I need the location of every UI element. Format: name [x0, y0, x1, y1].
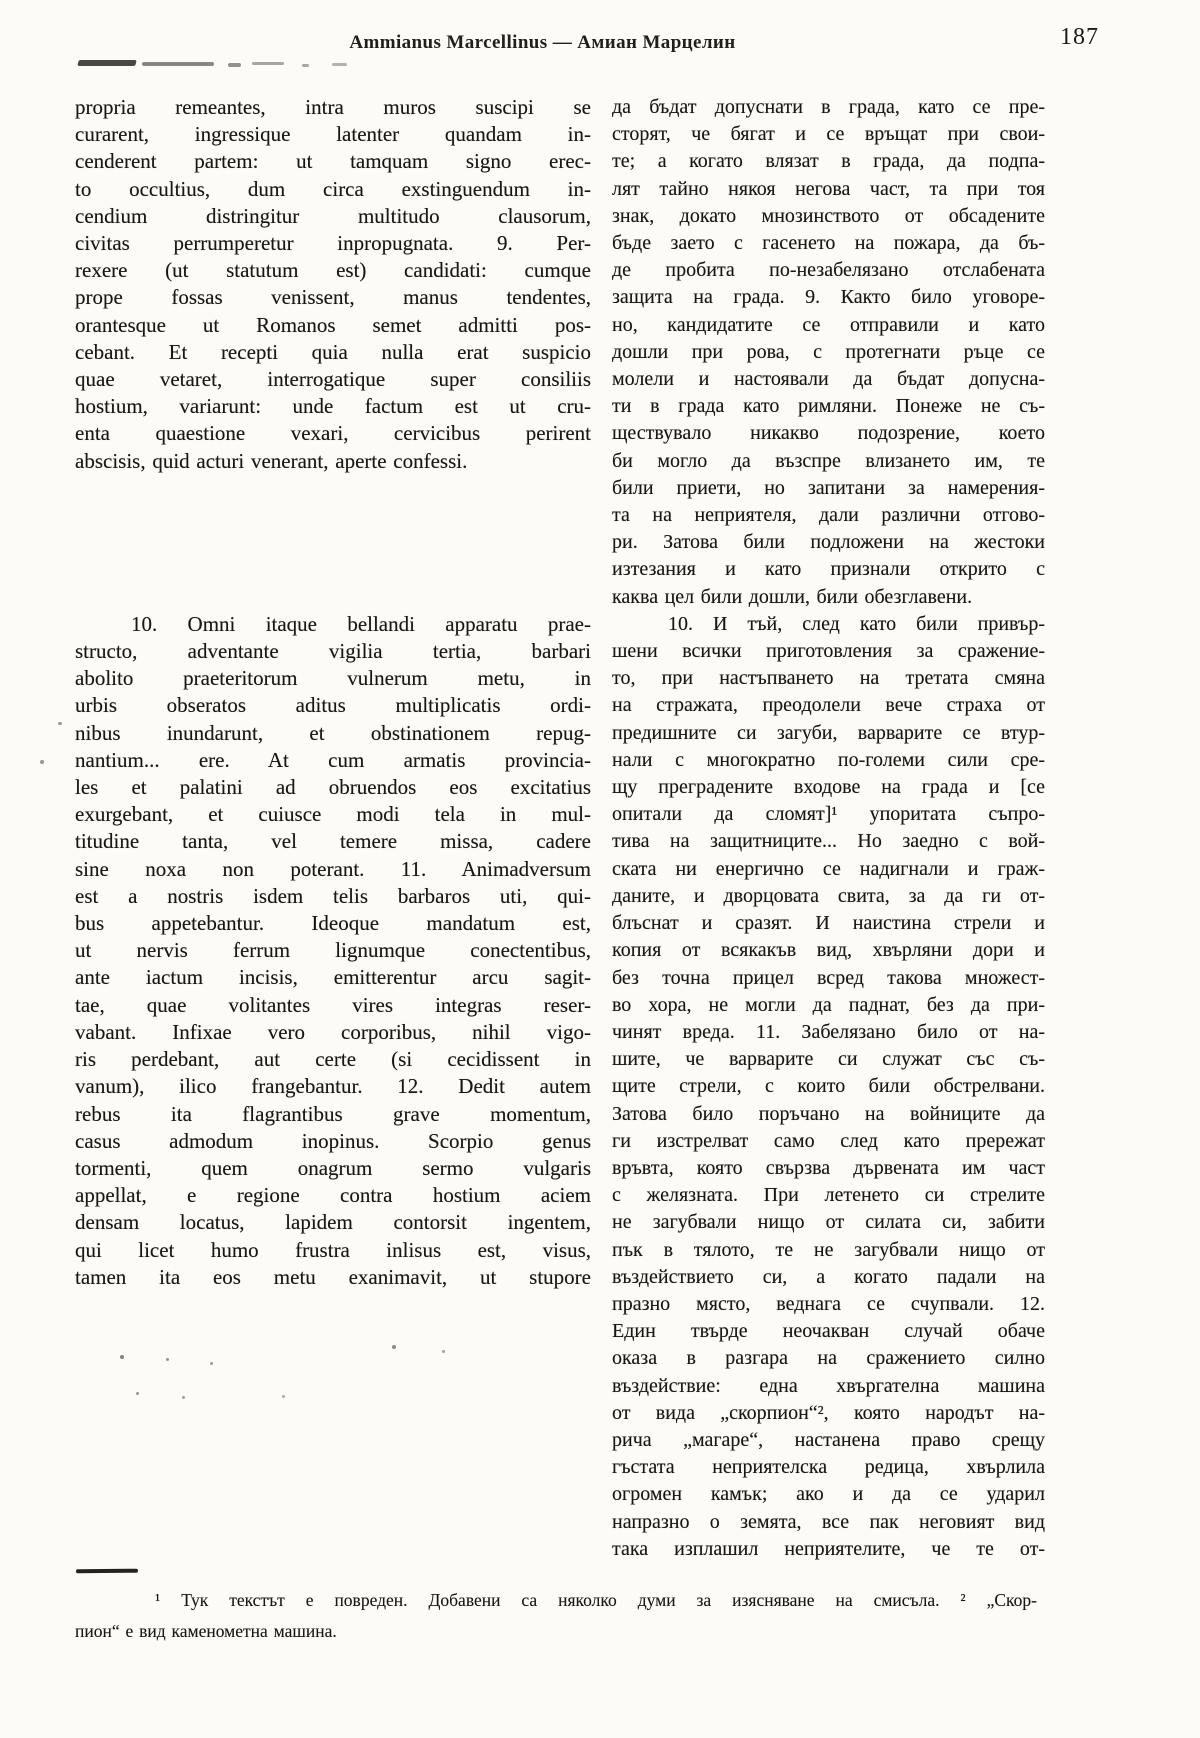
text-line: 10. И тъй, след като били привър-	[668, 612, 1045, 635]
footnote-paragraph	[75, 1585, 1037, 1647]
text-line: bus appetebantur. Ideoque mandatum est,	[75, 911, 591, 936]
text-line: ante iactum incisis, emitterentur arcu sagit-	[75, 965, 591, 990]
scan-artifact	[392, 1345, 396, 1349]
text-line: сторят, че бягат и се връщат при свои-	[612, 123, 1045, 146]
latin-paragraph	[75, 611, 591, 1291]
scan-artifact	[58, 722, 62, 725]
text-line: предишните си загуби, варварите се втур-	[612, 721, 1045, 744]
text-line: abscisis, quid acturi venerant, aperte confessi.	[75, 448, 468, 473]
text-line: да бъдат допуснати в града, като се пре-	[612, 96, 1045, 118]
text-line: ris perdebant, aut certe (si cecidissent in	[75, 1047, 591, 1072]
text-line: но, кандидатите се отправили и като	[612, 313, 1045, 336]
text-line: дошли при рова, с протегнати ръце се	[612, 340, 1045, 363]
text-line: casus admodum inopinus. Scorpio genus	[75, 1128, 591, 1153]
text-line: densam locatus, lapidem contorsit ingentem,	[75, 1210, 591, 1235]
text-line: блъснат и сразят. И наистина стрели и	[612, 912, 1045, 935]
text-line: чинят вреда. 11. Забелязано било от на-	[612, 1020, 1045, 1043]
scan-artifact	[332, 63, 347, 66]
text-line: ¹ Тук текстът е повреден. Добавени са няколко думи за изясняване на смисъла. ² „Скор-	[155, 1590, 1037, 1610]
scan-artifact	[302, 64, 309, 67]
text-line: во хора, не могли да паднат, без да при-	[612, 993, 1045, 1016]
text-line: така изплашил неприятелите, че те от-	[612, 1537, 1045, 1560]
text-line: tormenti, quem onagrum sermo vulgaris	[75, 1155, 591, 1180]
text-line: де пробита по-незабелязано отслабената	[612, 259, 1045, 282]
text-line: щите стрели, с които били обстрелвани.	[612, 1075, 1045, 1098]
latin-paragraph	[75, 94, 591, 475]
text-line: vanum), ilico frangebantur. 12. Dedit autem	[75, 1074, 591, 1099]
scan-artifact	[210, 1362, 213, 1365]
text-line: rexere (ut statutum est) candidati: cumque	[75, 258, 591, 283]
text-line: ut nervis ferrum lignumque conectentibus,	[75, 938, 591, 963]
scan-artifact	[442, 1350, 445, 1353]
text-line: от вида „скорпион“², която народът на-	[612, 1401, 1045, 1424]
text-line: празно място, веднага се счупвали. 12.	[612, 1292, 1045, 1315]
text-line: би могло да възспре влизането им, те	[612, 449, 1045, 472]
text-line: civitas perrumperetur inpropugnata. 9. Per-	[75, 231, 591, 256]
text-line: пък в тялото, те не загубвали нищо от	[612, 1238, 1045, 1261]
text-line: enta quaestione vexari, cervicibus perirent	[75, 421, 591, 446]
text-line: ската ни енергично се надигнали и граж-	[612, 857, 1045, 880]
scan-artifact	[142, 62, 214, 66]
text-line: 10. Omni itaque bellandi apparatu prae-	[131, 611, 591, 636]
bulgarian-paragraph	[612, 611, 1045, 1563]
text-line: не загубвали нищо от силата си, забити	[612, 1211, 1045, 1234]
text-line: urbis obseratos aditus multiplicatis ordi-	[75, 693, 591, 718]
text-line: quae vetaret, interrogatique super consiliis	[75, 367, 591, 392]
text-line: шите, че варварите си служат със съ-	[612, 1048, 1045, 1071]
text-line: nantium... ere. At cum armatis provincia-	[75, 747, 591, 772]
text-line: лят тайно някоя негова част, та при тоя	[612, 177, 1045, 200]
text-line: est a nostris isdem telis barbaros uti, qui-	[75, 883, 591, 908]
text-line: огромен камък; ако и да се ударил	[612, 1483, 1045, 1506]
text-line: с желязната. При летенето си стрелите	[612, 1184, 1045, 1207]
text-line: те; а когато влязат в града, да подпа-	[612, 150, 1045, 173]
text-line: Затова било поръчано на войниците да	[612, 1102, 1045, 1125]
text-line: на стражата, преодолели вече страха от	[612, 694, 1045, 717]
text-line: каква цел били дошли, били обезглавени.	[612, 585, 973, 608]
text-line: защита на града. 9. Както било уговоре-	[612, 286, 1045, 309]
text-line: propria remeantes, intra muros suscipi se	[75, 95, 591, 119]
text-line: та на неприятеля, дали различни отгово-	[612, 504, 1045, 527]
text-line: щу преградените входове на града и [се	[612, 776, 1045, 799]
text-line: нали с многократно по-големи сили сре-	[612, 748, 1045, 771]
scan-artifact	[166, 1358, 169, 1361]
text-line: ги изстрелват само след като прережат	[612, 1129, 1045, 1152]
text-line: cendium distringitur multitudo clausorum,	[75, 203, 591, 228]
page-number: 187	[1060, 24, 1099, 50]
text-line: въздействието си, а когато падали на	[612, 1265, 1045, 1288]
text-line: curarent, ingressique latenter quandam in-	[75, 122, 591, 147]
text-line: оказа в разгара на сражението силно	[612, 1347, 1045, 1370]
text-line: то, при настъпването на третата смяна	[612, 667, 1045, 690]
text-line: exurgebant, et cuiusce modi tela in mul-	[75, 802, 591, 827]
text-line: били приети, но запитани за намерения-	[612, 476, 1045, 499]
text-line: les et palatini ad obruendos eos excitatius	[75, 775, 591, 800]
text-line: ществувало никакво подозрение, което	[612, 422, 1045, 445]
text-line: молели и настоявали да бъдат допусна-	[612, 368, 1045, 391]
text-line: nibus inundarunt, et obstinationem repug-	[75, 720, 591, 745]
text-line: връвта, която свързва дървената им част	[612, 1156, 1045, 1179]
text-line: опитали да сломят]¹ упоритата съпро-	[612, 803, 1045, 826]
text-line: cebant. Et recepti quia nulla erat suspicio	[75, 339, 591, 364]
text-line: въздействие: една хвъргателна машина	[612, 1374, 1045, 1397]
scan-artifact	[40, 760, 44, 764]
text-line: пион“ е вид каменометна машина.	[75, 1621, 337, 1641]
text-line: vabant. Infixae vero corporibus, nihil vigo-	[75, 1019, 591, 1044]
text-line: abolito praeteritorum vulnerum metu, in	[75, 666, 591, 691]
text-line: напразно о земята, все пак неговият вид	[612, 1510, 1045, 1533]
footnote-separator	[76, 1569, 138, 1574]
text-line: orantesque ut Romanos semet admitti pos-	[75, 312, 591, 337]
footnote	[75, 1585, 1037, 1647]
text-line: tamen ita eos metu exanimavit, ut stupore	[75, 1264, 591, 1289]
scan-artifact	[282, 1395, 285, 1398]
running-header: Ammianus Marcellinus — Амиан Марцелин	[349, 32, 736, 53]
scan-artifact	[136, 1392, 139, 1395]
text-line: ти в града като римляни. Понеже не съ-	[612, 395, 1045, 418]
text-line: без точна прицел всред такова множест-	[612, 966, 1045, 989]
text-line: Един твърде неочакван случай обаче	[612, 1320, 1045, 1343]
text-line: копия от всякакъв вид, хвърляни дори и	[612, 939, 1045, 962]
scan-artifact	[252, 62, 284, 65]
text-line: prope fossas venissent, manus tendentes,	[75, 285, 591, 310]
text-line: titudine tanta, vel temere missa, cadere	[75, 829, 591, 854]
text-line: qui licet humo frustra inlisus est, visus,	[75, 1237, 591, 1262]
text-line: шени всички приготовления за сражение-	[612, 640, 1045, 663]
text-line: rebus ita flagrantibus grave momentum,	[75, 1101, 591, 1126]
text-line: appellat, e regione contra hostium aciem	[75, 1183, 591, 1208]
text-line: рича „магаре“, настанена право срещу	[612, 1428, 1045, 1451]
text-line: бъде заето с гасенето на пожара, да бъ-	[612, 232, 1045, 255]
scan-artifact	[228, 63, 241, 67]
text-line: hostium, variarunt: unde factum est ut cru-	[75, 394, 591, 419]
text-line: structo, adventante vigilia tertia, barbari	[75, 639, 591, 664]
text-line: cenderent partem: ut tamquam signo erec-	[75, 149, 591, 174]
bulgarian-paragraph	[612, 94, 1045, 611]
scan-artifact	[182, 1396, 185, 1399]
text-line: to occultius, dum circa exstinguendum in-	[75, 176, 591, 201]
text-line: тива на защитниците... Но заедно с вой-	[612, 830, 1045, 853]
text-line: знак, докато мнозинството от обсадените	[612, 204, 1045, 227]
text-line: гъстата неприятелска редица, хвърлила	[612, 1456, 1045, 1479]
text-line: даните, и дворцовата свита, за да ги от-	[612, 884, 1045, 907]
latin-column	[75, 94, 591, 1291]
text-line: изтезания и като признали открито с	[612, 558, 1045, 581]
bulgarian-column	[612, 94, 1045, 1563]
text-line: ри. Затова били подложени на жестоки	[612, 531, 1045, 554]
scan-artifact	[77, 60, 137, 66]
text-line: tae, quae volitantes vires integras reser-	[75, 992, 591, 1017]
text-line: sine noxa non poterant. 11. Animadversum	[75, 856, 591, 881]
scan-artifact	[120, 1355, 124, 1359]
